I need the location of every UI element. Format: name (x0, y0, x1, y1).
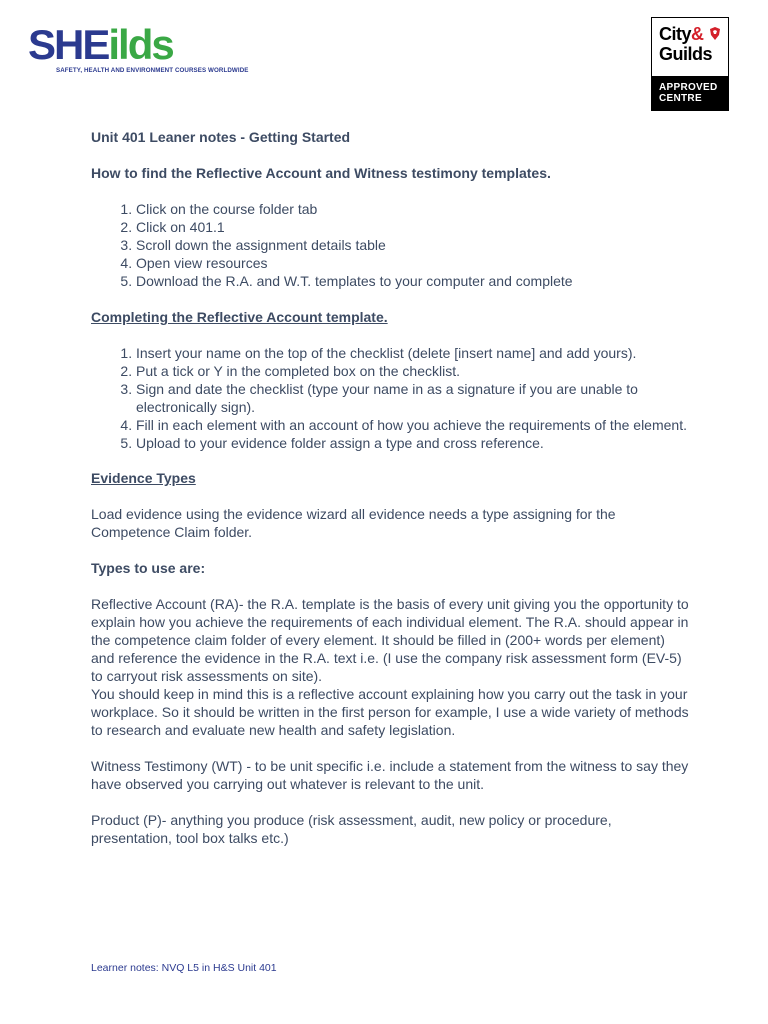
list-item: 5. Upload to your evidence folder assign a type and cross reference. (136, 434, 691, 452)
list-item: 3. Sign and date the checklist (type your name in as a signature if you are unable to electronically sign). (136, 380, 691, 416)
ra-paragraph-2: You should keep in mind this is a reflective account explaining how you carry out the task in your workplace. So it should be written in the first person for example, I use a wide variety of methods to research and evaluate new health and safety legislation. (91, 686, 689, 738)
ra-paragraph-1: Reflective Account (RA)- the R.A. template is the basis of every unit giving you the opportunity to explain how you achieve the requirements of each individual element. The R.A. should appear in the competence claim folder of every element. It should be filled in (200+ words per element) and reference the evidence in the R.A. text i.e. (I use the company risk assessment form (EV-5) to carryout risk assessments on site). (91, 596, 689, 684)
list-item: 2. Put a tick or Y in the completed box on the checklist. (136, 362, 691, 380)
evidence-paragraph: Load evidence using the evidence wizard all evidence needs a type assigning for the Competence Claim folder. (91, 506, 616, 540)
list-item: 1. Click on the course folder tab (136, 200, 691, 218)
sheilds-logo-wordmark (28, 21, 173, 68)
badge-guilds: Guilds (659, 44, 713, 64)
list-item: 4. Fill in each element with an account of how you achieve the requirements of the element. (136, 416, 691, 434)
list-item: 3. Scroll down the assignment details table (136, 236, 691, 254)
doc-subtitle: How to find the Reflective Account and Witness testimony templates. (91, 165, 551, 181)
city-guilds-badge (651, 17, 729, 111)
types-heading: Types to use are: (91, 560, 206, 576)
completing-steps-list (91, 344, 691, 452)
badge-city: City& (659, 24, 704, 44)
sheilds-logo (28, 21, 258, 78)
badge-ampersand: & (691, 24, 704, 44)
list-item: 1. Insert your name on the top of the checklist (delete [insert name] and add yours). (136, 344, 691, 362)
logo-ilds: ilds (108, 21, 173, 68)
wt-paragraph: Witness Testimony (WT) - to be unit specific i.e. include a statement from the witness to say they have observed you carrying out whatever is relevant to the unit. (91, 758, 689, 792)
list-item: 2. Click on 401.1 (136, 218, 691, 236)
evidence-heading: Evidence Types (91, 470, 196, 486)
completing-heading: Completing the Reflective Account template. (91, 309, 388, 325)
logo-tagline: SAFETY, HEALTH AND ENVIRONMENT COURSES WORLDWIDE (56, 67, 249, 74)
doc-title: Unit 401 Leaner notes - Getting Started (91, 129, 351, 145)
list-item: 4. Open view resources (136, 254, 691, 272)
product-paragraph: Product (P)- anything you produce (risk assessment, audit, new policy or procedure, presentation, tool box talks etc.) (91, 812, 612, 846)
badge-top (652, 18, 728, 76)
crest-icon (707, 26, 723, 42)
list-item: 5. Download the R.A. and W.T. templates to your computer and complete (136, 272, 691, 290)
logo-she: SHE (28, 21, 109, 68)
badge-bottom (652, 76, 728, 110)
badge-approved: APPROVED (659, 82, 718, 93)
badge-centre: CENTRE (659, 93, 702, 104)
find-steps-list (91, 200, 691, 290)
document-body (91, 128, 691, 847)
page-footer: Learner notes: NVQ L5 in H&S Unit 401 (91, 962, 277, 974)
